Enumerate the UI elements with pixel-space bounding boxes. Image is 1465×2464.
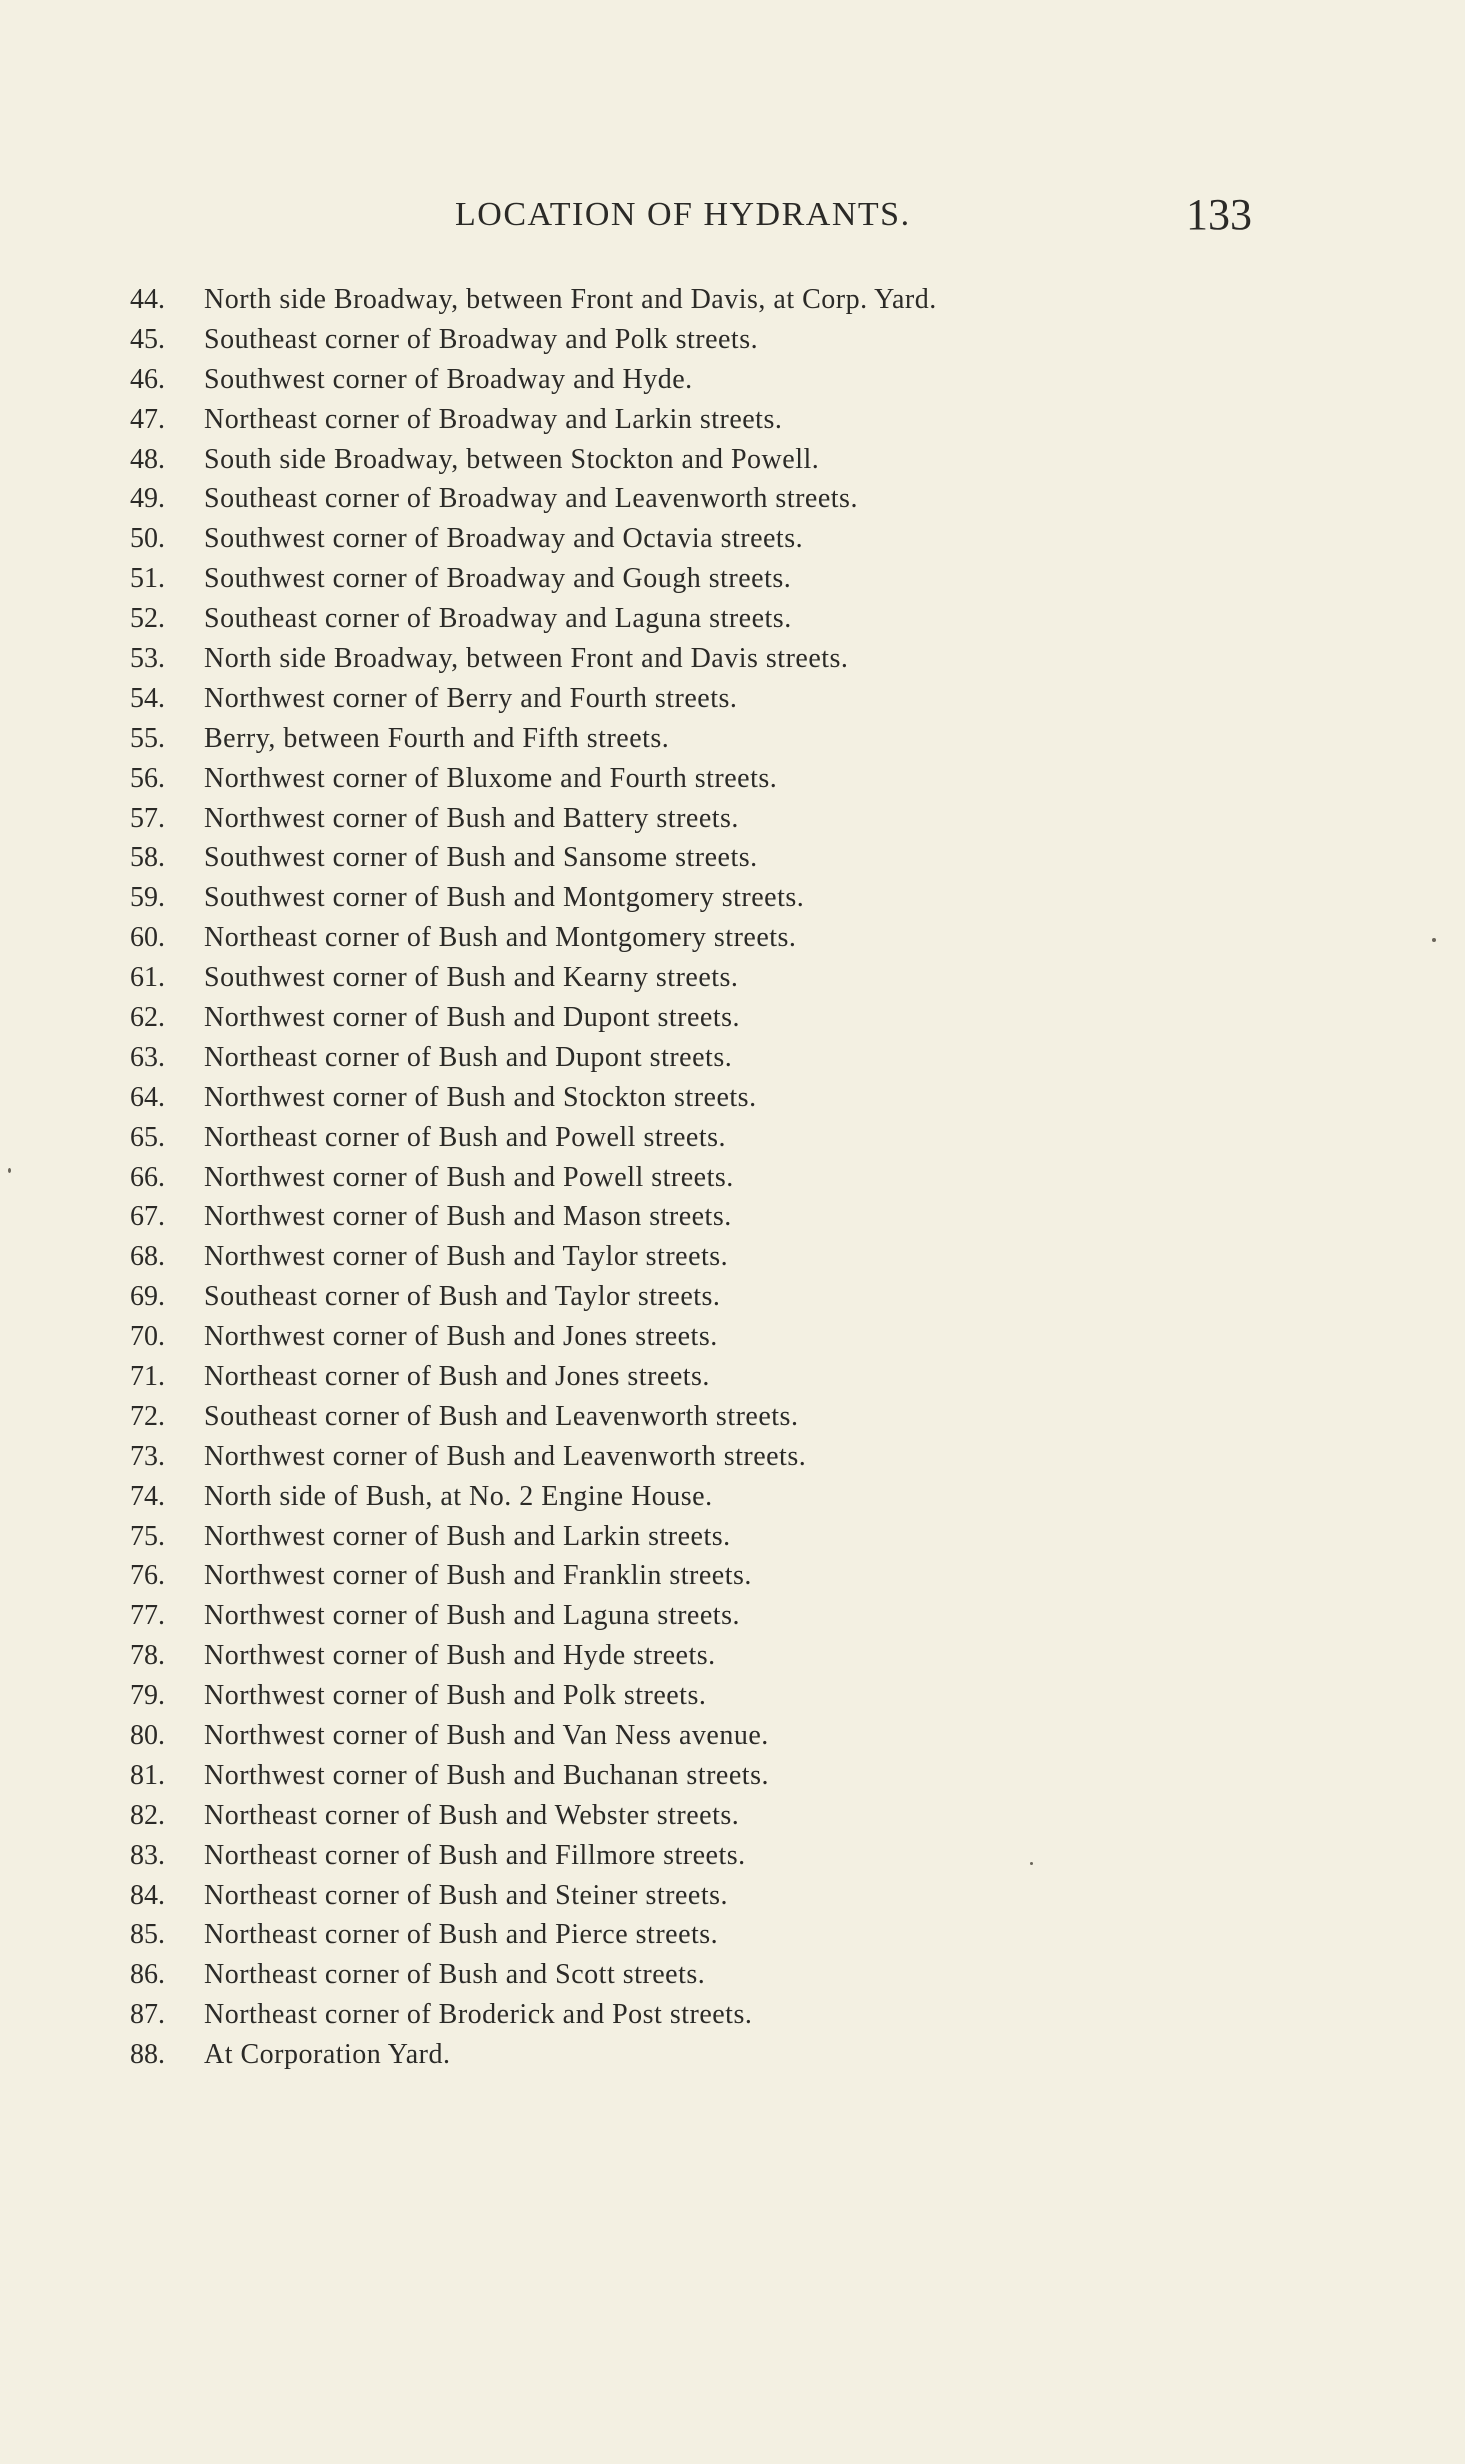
entry-text: Southeast corner of Broadway and Polk streets.	[204, 323, 759, 355]
entry-number: 53.	[130, 642, 165, 674]
entry-text: Northwest corner of Bush and Stockton streets.	[204, 1081, 757, 1113]
running-head	[130, 190, 1270, 240]
entry-number: 59.	[130, 882, 165, 914]
list-item	[130, 1716, 1270, 1756]
entry-number: 67.	[130, 1201, 165, 1233]
entry-number: 47.	[130, 403, 165, 435]
list-item	[130, 1596, 1270, 1636]
entry-text: Northeast corner of Bush and Fillmore streets.	[204, 1839, 746, 1871]
list-item	[130, 1038, 1270, 1078]
list-item	[130, 1995, 1270, 2035]
entry-number: 81.	[130, 1759, 165, 1791]
list-item	[130, 479, 1270, 519]
entry-text: Northwest corner of Bush and Franklin streets.	[204, 1560, 752, 1592]
list-item	[130, 559, 1270, 599]
entry-text: Northeast corner of Bush and Dupont streets.	[204, 1041, 733, 1073]
entry-text: Northwest corner of Bush and Dupont streets.	[204, 1001, 741, 1033]
entry-number: 72.	[130, 1400, 165, 1432]
entry-text: Northeast corner of Bush and Pierce streets.	[204, 1919, 719, 1951]
list-item	[130, 1876, 1270, 1916]
paper-speck	[1030, 1862, 1033, 1865]
list-item	[130, 1557, 1270, 1597]
entry-text: Southwest corner of Bush and Montgomery streets.	[204, 882, 805, 914]
entry-number: 85.	[130, 1919, 165, 1951]
list-item	[130, 1078, 1270, 1118]
entry-text: Northeast corner of Bush and Powell streets.	[204, 1121, 726, 1153]
entry-number: 65.	[130, 1121, 165, 1153]
entry-text: At Corporation Yard.	[204, 2039, 451, 2071]
list-item	[130, 1796, 1270, 1836]
page-number: 133	[1186, 190, 1252, 239]
list-item	[130, 918, 1270, 958]
entry-number: 75.	[130, 1520, 165, 1552]
list-item	[130, 1955, 1270, 1995]
entry-text: Northwest corner of Bush and Polk streets.	[204, 1680, 707, 1712]
entry-number: 46.	[130, 363, 165, 395]
list-item	[130, 1437, 1270, 1477]
running-title: LOCATION OF HYDRANTS.	[455, 196, 911, 233]
entry-text: Northwest corner of Bush and Powell streets.	[204, 1161, 734, 1193]
list-item	[130, 998, 1270, 1038]
entry-number: 62.	[130, 1001, 165, 1033]
list-item	[130, 320, 1270, 360]
entry-number: 68.	[130, 1241, 165, 1273]
entry-text: Southeast corner of Bush and Leavenworth streets.	[204, 1400, 799, 1432]
list-item	[130, 759, 1270, 799]
entry-number: 50.	[130, 523, 165, 555]
list-item	[130, 1517, 1270, 1557]
entry-text: Berry, between Fourth and Fifth streets.	[204, 722, 670, 754]
entry-number: 49.	[130, 483, 165, 515]
entry-number: 57.	[130, 802, 165, 834]
entry-text: Northeast corner of Bush and Montgomery streets.	[204, 922, 797, 954]
entry-number: 58.	[130, 842, 165, 874]
entry-text: North side Broadway, between Front and Davis, at Corp. Yard.	[204, 283, 937, 315]
list-item	[130, 1237, 1270, 1277]
entry-number: 52.	[130, 603, 165, 635]
entry-text: Northwest corner of Bush and Buchanan streets.	[204, 1759, 769, 1791]
entry-text: Northeast corner of Bush and Scott streets.	[204, 1959, 706, 1991]
entry-number: 69.	[130, 1281, 165, 1313]
entry-number: 45.	[130, 323, 165, 355]
entry-text: Northwest corner of Bush and Leavenworth streets.	[204, 1440, 807, 1472]
list-item	[130, 799, 1270, 839]
list-item	[130, 519, 1270, 559]
entry-number: 55.	[130, 722, 165, 754]
entry-number: 84.	[130, 1879, 165, 1911]
entry-text: Southeast corner of Broadway and Laguna streets.	[204, 603, 792, 635]
entry-number: 82.	[130, 1799, 165, 1831]
entry-text: Northwest corner of Bush and Taylor streets.	[204, 1241, 729, 1273]
list-item	[130, 1118, 1270, 1158]
entry-text: Northeast corner of Bush and Webster streets.	[204, 1799, 740, 1831]
list-item	[130, 1317, 1270, 1357]
list-item	[130, 599, 1270, 639]
entry-number: 88.	[130, 2039, 165, 2071]
entry-number: 78.	[130, 1640, 165, 1672]
entry-text: Northwest corner of Bluxome and Fourth streets.	[204, 762, 778, 794]
entry-text: Northwest corner of Bush and Laguna streets.	[204, 1600, 740, 1632]
list-item	[130, 1477, 1270, 1517]
entry-number: 71.	[130, 1360, 165, 1392]
entry-number: 70.	[130, 1321, 165, 1353]
entry-number: 44.	[130, 283, 165, 315]
list-item	[130, 639, 1270, 679]
entry-number: 77.	[130, 1600, 165, 1632]
list-item	[130, 1357, 1270, 1397]
entry-number: 86.	[130, 1959, 165, 1991]
entry-text: Southeast corner of Broadway and Leavenworth streets.	[204, 483, 858, 515]
paper-speck	[1432, 938, 1436, 942]
list-item	[130, 1636, 1270, 1676]
entry-number: 79.	[130, 1680, 165, 1712]
entry-text: Northwest corner of Bush and Larkin streets.	[204, 1520, 731, 1552]
entry-text: Northwest corner of Bush and Hyde streets.	[204, 1640, 716, 1672]
entry-number: 73.	[130, 1440, 165, 1472]
list-item	[130, 360, 1270, 400]
list-item	[130, 1756, 1270, 1796]
entry-text: Northeast corner of Bush and Steiner streets.	[204, 1879, 729, 1911]
entry-number: 51.	[130, 563, 165, 595]
entry-text: North side Broadway, between Front and Davis streets.	[204, 642, 849, 674]
entry-text: Southwest corner of Broadway and Hyde.	[204, 363, 693, 395]
entry-number: 48.	[130, 443, 165, 475]
entry-text: Northwest corner of Bush and Battery streets.	[204, 802, 739, 834]
entry-text: South side Broadway, between Stockton and Powell.	[204, 443, 820, 475]
entry-number: 63.	[130, 1041, 165, 1073]
entry-text: Northwest corner of Bush and Van Ness avenue.	[204, 1720, 769, 1751]
entry-text: Southwest corner of Broadway and Octavia streets.	[204, 523, 804, 555]
list-item	[130, 679, 1270, 719]
entry-text: Southwest corner of Bush and Kearny streets.	[204, 962, 739, 994]
entry-text: Northwest corner of Bush and Jones streets.	[204, 1321, 718, 1353]
entry-number: 66.	[130, 1161, 165, 1193]
entry-number: 56.	[130, 762, 165, 794]
list-item	[130, 400, 1270, 440]
entry-number: 54.	[130, 682, 165, 714]
entry-number: 76.	[130, 1560, 165, 1592]
paper-speck	[8, 1168, 11, 1173]
entry-number: 61.	[130, 962, 165, 994]
list-item	[130, 1916, 1270, 1956]
list-item	[130, 1277, 1270, 1317]
list-item	[130, 440, 1270, 480]
list-item	[130, 878, 1270, 918]
entry-text: North side of Bush, at No. 2 Engine House.	[204, 1480, 713, 1512]
list-item	[130, 1836, 1270, 1876]
entry-number: 64.	[130, 1081, 165, 1113]
entry-number: 87.	[130, 1999, 165, 2031]
list-item	[130, 1158, 1270, 1198]
entry-text: Southwest corner of Broadway and Gough streets.	[204, 563, 792, 595]
entry-text: Southeast corner of Bush and Taylor streets.	[204, 1281, 721, 1313]
hydrant-list	[130, 280, 1270, 2075]
entry-text: Southwest corner of Bush and Sansome streets.	[204, 842, 758, 874]
entry-text: Northwest corner of Bush and Mason streets.	[204, 1201, 732, 1233]
list-item	[130, 2035, 1270, 2075]
entry-text: Northeast corner of Bush and Jones streets.	[204, 1360, 710, 1392]
entry-text: Northwest corner of Berry and Fourth streets.	[204, 682, 738, 714]
list-item	[130, 719, 1270, 759]
entry-number: 74.	[130, 1480, 165, 1512]
list-item	[130, 1397, 1270, 1437]
entry-text: Northeast corner of Broadway and Larkin streets.	[204, 403, 783, 435]
entry-number: 60.	[130, 922, 165, 954]
entry-text: Northeast corner of Broderick and Post streets.	[204, 1999, 753, 2031]
list-item	[130, 280, 1270, 320]
list-item	[130, 1197, 1270, 1237]
list-item	[130, 838, 1270, 878]
entry-number: 83.	[130, 1839, 165, 1871]
list-item	[130, 958, 1270, 998]
list-item	[130, 1676, 1270, 1716]
entry-number: 80.	[130, 1720, 165, 1751]
